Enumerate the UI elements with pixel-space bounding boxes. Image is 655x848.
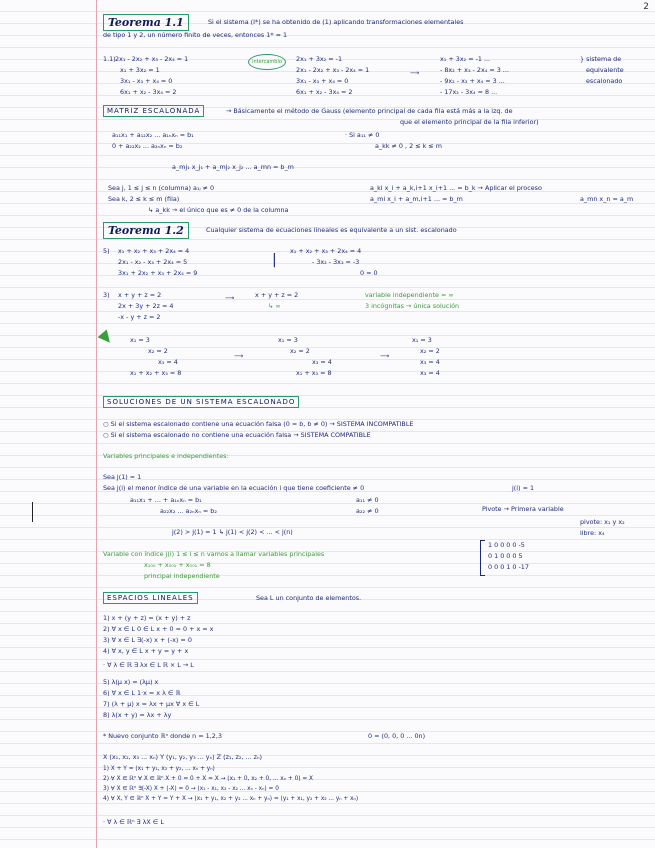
espacios-zero: 0 = (0, 0, 0 ... 0n) — [368, 732, 426, 740]
sys-a-r1: x₁ = 3 — [130, 336, 150, 344]
matrix-bracket — [480, 540, 485, 576]
matriz-right-2: a_mi x_i + a_m,i+1 ... = b_m — [370, 195, 463, 203]
example-3-right-r2: 3 incógnitas → única solución — [365, 302, 460, 310]
example-3-left-r2: 2x + 3y + 2z = 4 — [118, 302, 174, 310]
espacios-sea: Sea L un conjunto de elementos. — [256, 594, 362, 602]
axiom-2: 2) ∀ x ∈ L 0 ∈ L x + 0 = 0 + x = x — [103, 625, 214, 633]
example-3-right-r1: variable independiente = ∞ — [365, 291, 454, 299]
example-note-1: } sistema de — [580, 55, 622, 63]
example-note-2: equivalente — [586, 66, 624, 74]
matrix-row-2: 0 1 0 0 0 5 — [488, 552, 523, 560]
arrow-icon: ⟶ — [410, 69, 420, 77]
sys-c-r1: x₁ = 3 — [412, 336, 432, 344]
matriz-right-1: a_ki x_i + a_k,i+1 x_i+1 ... = b_k → Aplicar el proceso — [370, 184, 542, 192]
sys-b-r2: x₂ = 2 — [290, 347, 310, 355]
matriz-row-2: 0 + a₂₂x₂ ... a₂ₙxₙ = b₂ — [112, 142, 183, 150]
espacios-more-3: 3) ∀ X ∈ ℝⁿ ∃(-X) X + (-X) = 0 → (x₁ - x₁, x₂ - x₂ ... xₙ - xₙ) = 0 — [103, 786, 279, 792]
axiom-6: 6) ∀ x ∈ L 1·x = x λ ∈ ℝ — [103, 689, 181, 697]
matriz-desc-1: → Básicamente el método de Gauss (elemento principal de cada fila está más a la izq. de — [226, 107, 513, 115]
soluciones-row-2: a₂₂x₂ ... a₂ₙxₙ = b₂ — [160, 507, 217, 515]
teorema-1-2-text: Cualquier sistema de ecuaciones lineales es equivalente a un sist. escalonado — [206, 226, 457, 234]
axiom-8: 8) λ(x + y) = λx + λy — [103, 711, 172, 719]
axiom-3: 3) ∀ x ∈ L ∃(-x) x + (-x) = 0 — [103, 636, 192, 644]
espacios-ejemplo: * Nuevo conjunto ℝⁿ donde n = 1,2,3 — [103, 732, 222, 740]
example-1-col3-r3: - 9x₂ - x₃ + x₄ = 3 ... — [440, 77, 505, 85]
text-cursor — [32, 502, 33, 522]
sys-a-r4: x₁ + x₂ + x₃ = 8 — [130, 369, 182, 377]
axiom-1: 1) x + (y + z) = (x + y) + z — [103, 614, 191, 622]
matriz-desc-2: que el elemento principal de la fila inferior) — [400, 118, 539, 126]
sys-c-r3: x₃ = 4 — [420, 358, 440, 366]
soluciones-b1: ○ Si el sistema escalonado contiene una ecuación falsa (0 = b, b ≠ 0) → SISTEMA INCOMPATIBLE — [103, 420, 414, 428]
soluciones-cond-1: a₁₁ ≠ 0 — [356, 496, 379, 504]
example-1-col1-r3: 3x₁ - x₃ + x₄ = 0 — [120, 77, 173, 85]
example-5-right-r2: - 3x₂ - 3x₃ = -3 — [312, 258, 360, 266]
soluciones-sea-j2: Sea j(i) el menor índice de una variable en la ecuación i que tiene coeficiente ≠ 0 — [103, 484, 365, 492]
soluciones-pivote: Pivote → Primera variable — [482, 505, 564, 513]
example-1-col2-r2: 2x₁ - 2x₂ + x₃ - 2x₄ = 1 — [296, 66, 370, 74]
soluciones-cond-2: a₂₂ ≠ 0 — [356, 507, 379, 515]
sys-b-r3: x₃ = 4 — [312, 358, 332, 366]
example-1-col1-r1: 2x₁ - 2x₂ + x₃ - 2x₄ = 1 — [115, 55, 189, 63]
soluciones-j-eq: j(i) = 1 — [512, 484, 535, 492]
example-5-right-r3: 0 = 0 — [360, 269, 378, 277]
axiom-5: 5) λ(μ x) = (λμ) x — [103, 678, 159, 686]
matriz-sea-1: Sea j, 1 ≤ j ≤ n (columna) a₁ⱼ ≠ 0 — [108, 184, 215, 192]
pencil-icon — [98, 330, 115, 347]
soluciones-box: SOLUCIONES DE UN SISTEMA ESCALONADO — [103, 396, 299, 408]
matriz-sea-3: ↳ a_kk → el único que es ≠ 0 de la columna — [148, 206, 289, 214]
matriz-sea-2: Sea k, 2 ≤ k ≤ m (fila) — [108, 195, 180, 203]
soluciones-green-2: x₁₀₀ + x₀₀₁ + x₀₀₁ = 8 — [144, 561, 211, 569]
libre-label: libre: x₄ — [580, 529, 605, 537]
matrix-row-3: 0 0 0 1 0 -17 — [488, 563, 529, 571]
soluciones-green-1: Variable con índice j(i) 1 ≤ i ≤ n vamos a llamar variables principales — [103, 550, 325, 558]
soluciones-vars: Variables principales e independientes: — [103, 452, 229, 460]
intercambio-oval: intercambio — [248, 54, 286, 70]
soluciones-b2: ○ Si el sistema escalonado no contiene una ecuación falsa → SISTEMA COMPATIBLE — [103, 431, 371, 439]
example-note-3: escalonado — [586, 77, 623, 85]
axiom-scalar: · ∀ λ ∈ ℝ ∃ λx ∈ L ℝ × L → L — [103, 661, 194, 669]
example-1-col3-r4: - 17x₂ - 3x₄ = 8 ... — [440, 88, 498, 96]
soluciones-green-3: principal independiente — [144, 572, 220, 580]
example-1-col2-r1: 2x₁ + 3x₂ = -1 — [296, 55, 343, 63]
example-3-mid-r2: ↳ ∞ — [268, 302, 281, 310]
teorema-1-1-text: Si el sistema (I*) se ha obtenido de (1) aplicando transformaciones elementales — [208, 18, 464, 26]
soluciones-sea-j: Sea j(1) = 1 — [103, 473, 142, 481]
example-3-left-r1: x + y + z = 2 — [118, 291, 162, 299]
matriz-escalonada-box: MATRIZ ESCALONADA — [103, 105, 204, 117]
example-3-mid-r1: x + y + z = 2 — [255, 291, 299, 299]
brace-icon: | — [272, 252, 277, 268]
espacios-more-1: 1) X + Y = (x₁ + y₁, x₂ + y₂, ... xₙ + yₙ) — [103, 766, 215, 772]
arrow-icon-3: ⟶ — [234, 352, 244, 360]
axiom-7: 7) (λ + μ) x = λx + μx ∀ x ∈ L — [103, 700, 200, 708]
example-5-left-r3: 3x₁ + 2x₂ + x₃ + 2x₄ = 9 — [118, 269, 198, 277]
example-5-left-r2: 2x₁ - x₂ - x₃ + 2x₄ = 5 — [118, 258, 188, 266]
matriz-cond-2: a_kk ≠ 0 , 2 ≤ k ≤ m — [375, 142, 442, 150]
sys-a-r2: x₂ = 2 — [148, 347, 168, 355]
sys-b-r1: x₁ = 3 — [278, 336, 298, 344]
arrow-icon-4: ⟶ — [380, 352, 390, 360]
example-5-right-r1: x₁ + x₂ + x₃ + 2x₄ = 4 — [290, 247, 362, 255]
espacios-lineales-box: ESPACIOS LINEALES — [103, 592, 198, 604]
example-3-label: 3) — [103, 291, 110, 299]
matriz-cond-1: · Si a₁₁ ≠ 0 — [345, 131, 380, 139]
teorema-1-1-text-2: de tipo 1 y 2, un número finito de veces, entonces 1* ≈ 1 — [103, 31, 288, 39]
soluciones-ineq: j(2) > j(1) = 1 ↳ j(1) < j(2) < ... < j(n) — [172, 528, 293, 536]
teorema-1-2-title: Teorema 1.2 — [103, 222, 189, 239]
example-label: 1.1) — [103, 55, 116, 63]
espacios-more-4: 4) ∀ X, Y ∈ ℝⁿ X + Y = Y + X → (x₁ + y₁, x₂ + y₂ ... xₙ + yₙ) = (y₁ + x₁, y₂ + x₂ ... yₙ + xₙ) — [103, 796, 359, 802]
matriz-row-1: a₁₁x₁ + a₁₂x₂ ... a₁ₙxₙ = b₁ — [112, 131, 194, 139]
sys-a-r3: x₃ = 4 — [158, 358, 178, 366]
example-5-left-r1: x₁ + x₂ + x₃ + 2x₄ = 4 — [118, 247, 190, 255]
example-5-label: 5) — [103, 247, 110, 255]
pivote-label: pivote: x₁ y x₂ — [580, 518, 625, 526]
margin-line — [96, 0, 97, 848]
example-1-col2-r4: 6x₁ + x₂ - 3x₄ = 2 — [296, 88, 353, 96]
page-number: 2 — [643, 2, 649, 12]
example-3-left-r3: -x - y + z = 2 — [118, 313, 161, 321]
sys-c-r2: x₂ = 2 — [420, 347, 440, 355]
matrix-row-1: 1 0 0 0 0 -5 — [488, 541, 525, 549]
example-1-col2-r3: 3x₁ - x₃ + x₄ = 0 — [296, 77, 349, 85]
soluciones-row-1: a₁₁x₁ + ... + a₁ₙxₙ = b₁ — [130, 496, 202, 504]
espacios-elems: X (x₁, x₂, x₃ ... xₙ) Y (y₁, y₂, y₃ ... yₙ) Z (z₁, z₂, ... zₙ) — [103, 753, 263, 761]
example-1-col3-r2: - 8x₂ + x₃ - 2x₄ = 3 ... — [440, 66, 509, 74]
example-1-col1-r4: 6x₁ + x₂ - 3x₄ = 2 — [120, 88, 177, 96]
teorema-1-1-title: Teorema 1.1 — [103, 14, 189, 31]
example-1-col1-r2: x₁ + 3x₂ = 1 — [120, 66, 160, 74]
espacios-more-5: · ∀ λ ∈ ℝⁿ ∃ λX ∈ L — [103, 818, 164, 826]
arrow-icon-2: ⟶ — [225, 294, 235, 302]
matriz-row-3: a_mj₁ x_j₁ + a_mj₂ x_j₂ ... a_mn = b_m — [172, 163, 294, 171]
sys-b-r4: x₁ + x₃ = 8 — [296, 369, 332, 377]
sys-c-r4: x₃ = 4 — [420, 369, 440, 377]
example-1-col3-r1: x₁ + 3x₂ = -1 ... — [440, 55, 491, 63]
axiom-4: 4) ∀ x, y ∈ L x + y = y + x — [103, 647, 189, 655]
espacios-more-2: 2) ∀ X ∈ ℝⁿ ∀ X ∈ ℝⁿ X + 0 = 0 + X = X → (x₁ + 0, x₂ + 0, ... xₙ + 0) = X — [103, 776, 314, 782]
matriz-right-3: a_mn x_n = a_m — [580, 195, 634, 203]
